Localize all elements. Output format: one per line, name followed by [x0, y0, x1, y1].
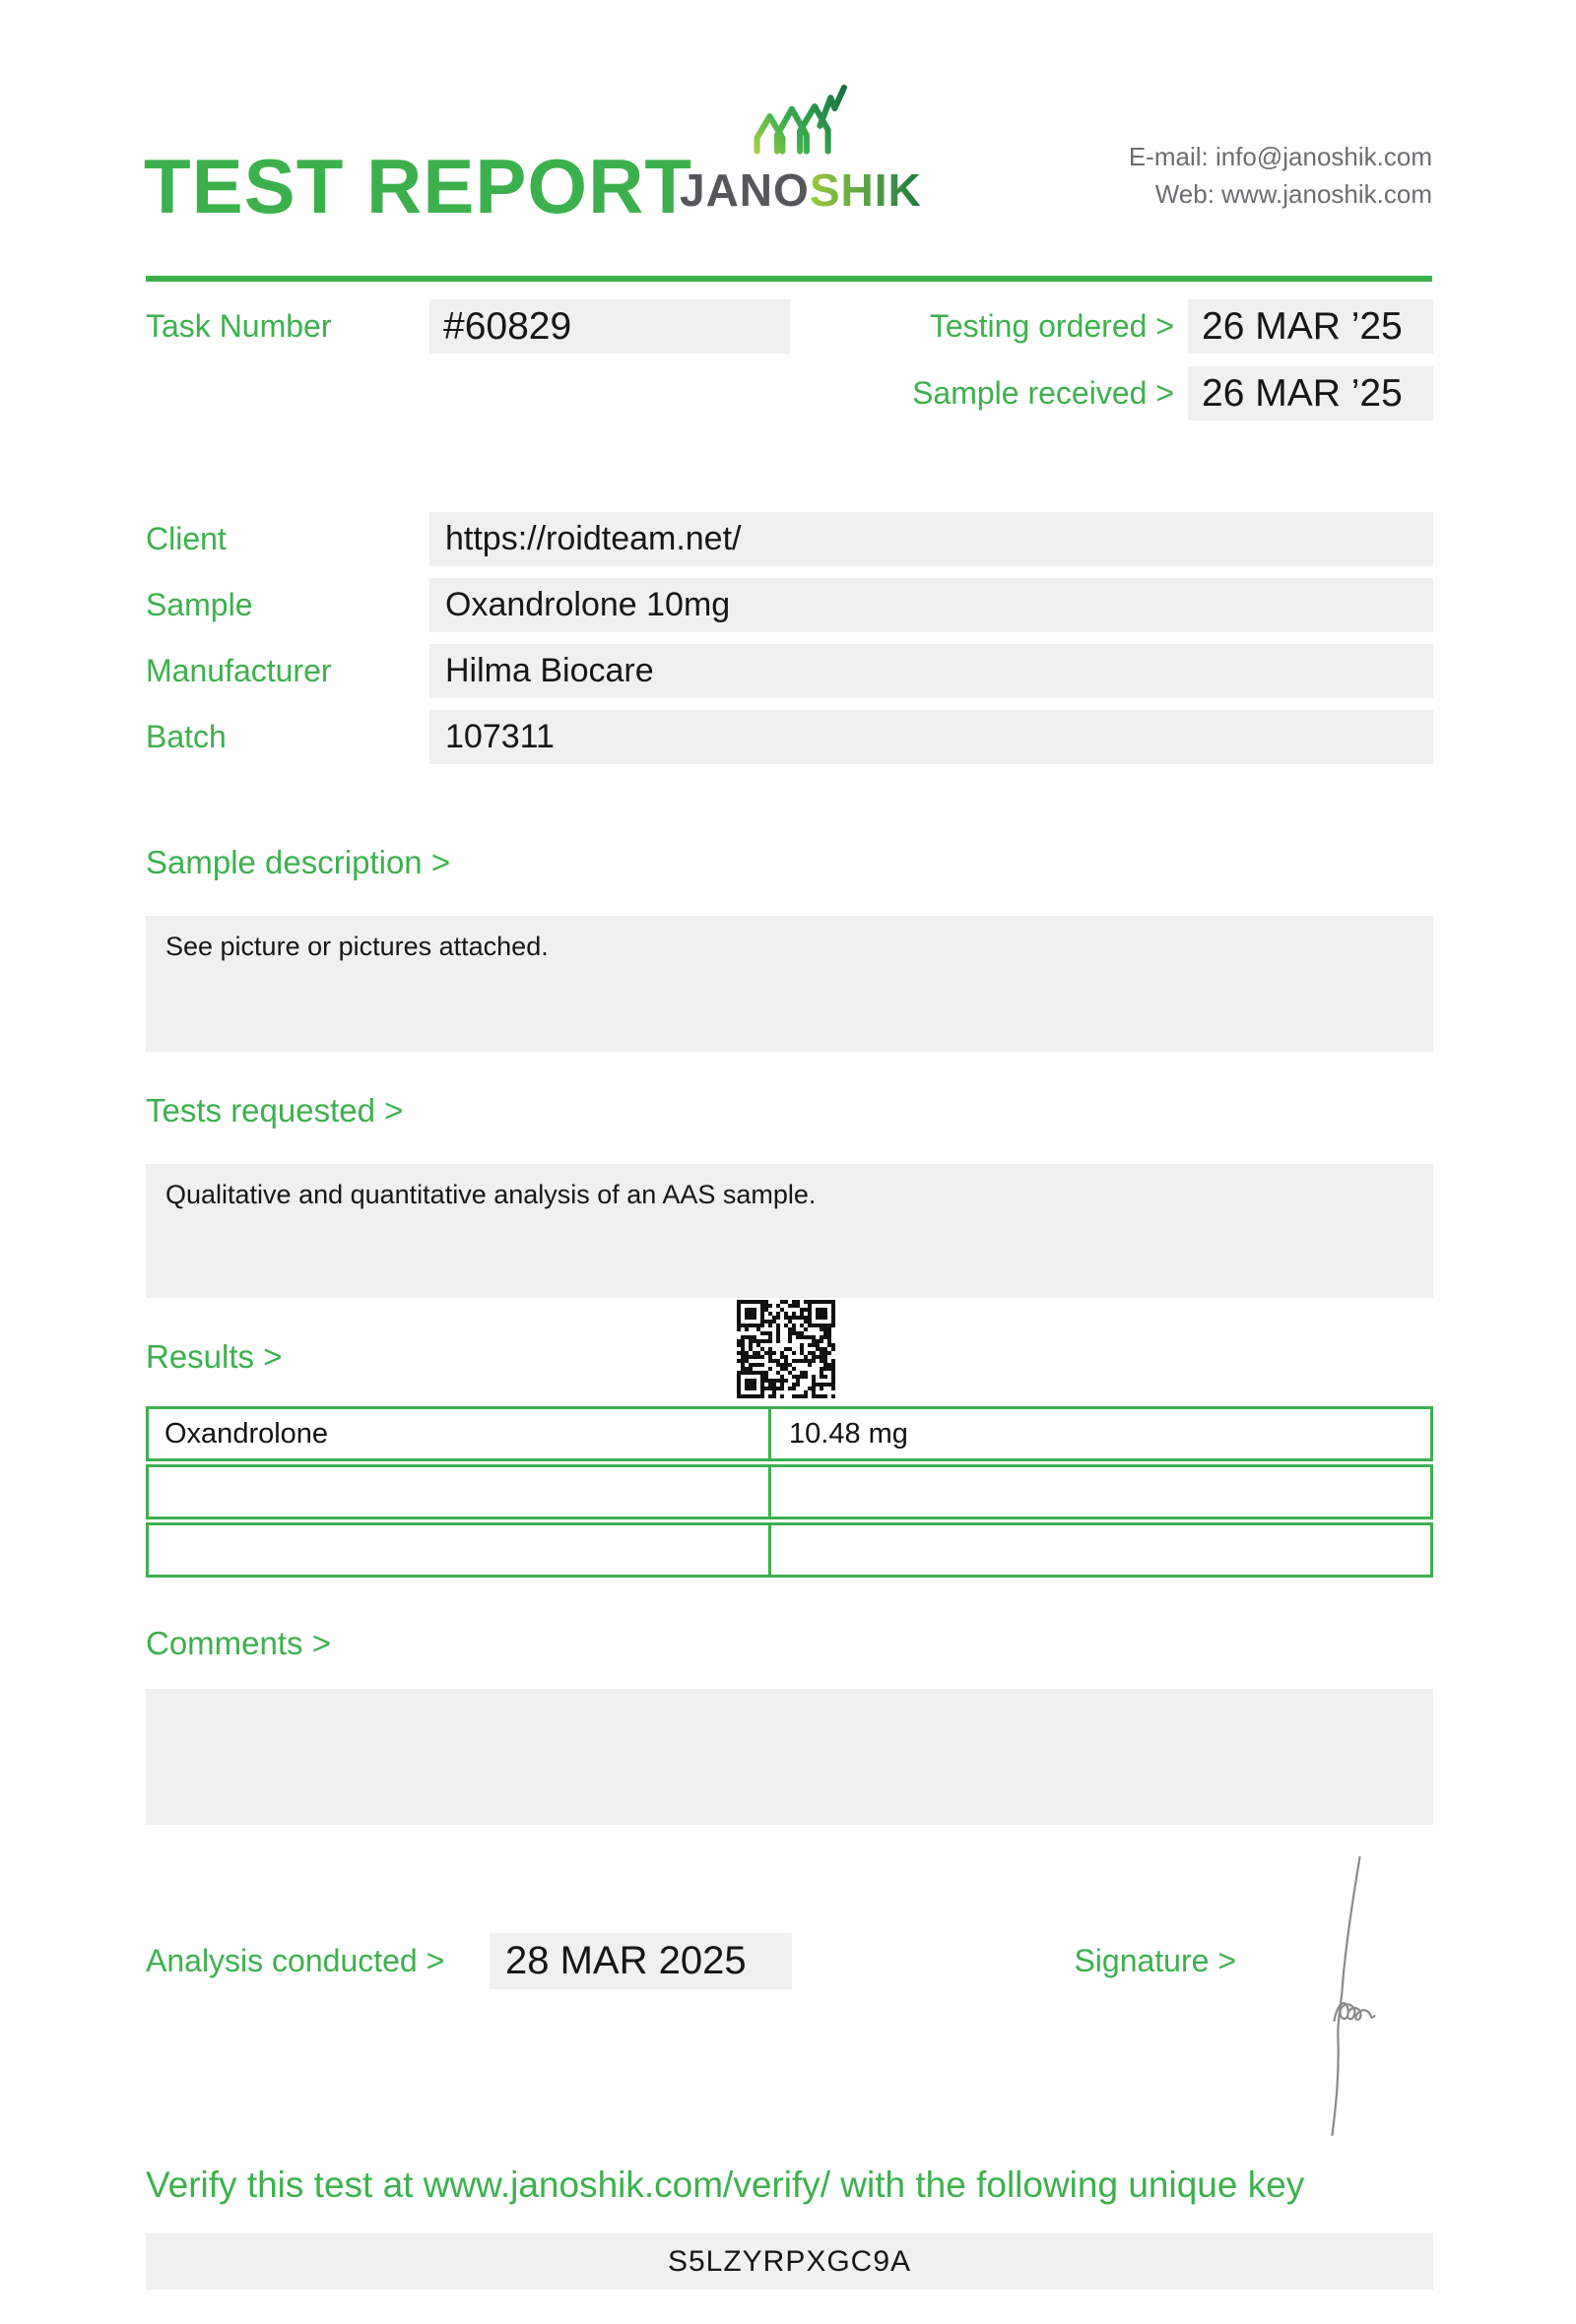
sample-received-label: Sample received >	[912, 375, 1174, 411]
task-number-label: Task Number	[146, 308, 332, 344]
qr-code	[737, 1300, 835, 1398]
analysis-conducted-value: 28 MAR 2025	[490, 1933, 792, 1989]
analysis-conducted-label: Analysis conducted >	[146, 1943, 445, 1978]
manufacturer-label: Manufacturer	[146, 653, 332, 688]
contact-email: E-mail: info@janoshik.com	[1128, 142, 1432, 171]
client-value: https://roidteam.net/	[429, 512, 1433, 566]
results-heading: Results >	[146, 1338, 283, 1375]
verify-key: S5LZYRPXGC9A	[146, 2233, 1433, 2290]
table-row	[146, 1406, 1433, 1461]
logo	[680, 75, 922, 216]
signature-label: Signature >	[1074, 1943, 1236, 1978]
table-row	[146, 1464, 1433, 1519]
header-divider	[146, 276, 1432, 282]
result-amount: 10.48 mg	[789, 1418, 908, 1450]
contact-info	[1129, 138, 1432, 213]
result-amount	[771, 1525, 1430, 1575]
batch-label: Batch	[146, 719, 227, 754]
tests-requested-box: Qualitative and quantitative analysis of an AAS sample.	[146, 1164, 1433, 1298]
comments-heading: Comments >	[146, 1625, 331, 1661]
comments-box	[146, 1689, 1433, 1825]
signature-icon	[1280, 1853, 1384, 2139]
client-label: Client	[146, 521, 227, 556]
logo-wordmark	[680, 164, 922, 216]
testing-ordered-value: 26 MAR ’25	[1188, 299, 1433, 354]
sample-description-box: See picture or pictures attached.	[146, 916, 1433, 1052]
sample-value: Oxandrolone 10mg	[429, 578, 1433, 632]
result-substance	[149, 1525, 771, 1575]
result-substance: Oxandrolone	[149, 1409, 771, 1458]
results-table	[146, 1406, 1433, 1581]
logo-text-jano: JANO	[680, 164, 810, 216]
tests-requested-heading: Tests requested >	[146, 1092, 404, 1129]
sample-label: Sample	[146, 587, 253, 622]
batch-value: 107311	[429, 710, 1433, 764]
sample-description-heading: Sample description >	[146, 844, 451, 880]
task-number-value: #60829	[429, 299, 790, 354]
verify-instruction: Verify this test at www.janoshik.com/verify/ with the following unique key	[146, 2164, 1305, 2205]
contact-web: Web: www.janoshik.com	[1154, 179, 1432, 209]
testing-ordered-label: Testing ordered >	[929, 308, 1174, 344]
page-title: TEST REPORT	[144, 143, 693, 229]
logo-text-shik: SHIK	[809, 164, 922, 216]
manufacturer-value: Hilma Biocare	[429, 644, 1433, 698]
sample-received-value: 26 MAR ’25	[1188, 366, 1433, 420]
logo-chart-icon	[748, 75, 848, 167]
table-row	[146, 1522, 1433, 1578]
result-substance	[149, 1467, 771, 1517]
result-amount	[771, 1467, 1430, 1517]
